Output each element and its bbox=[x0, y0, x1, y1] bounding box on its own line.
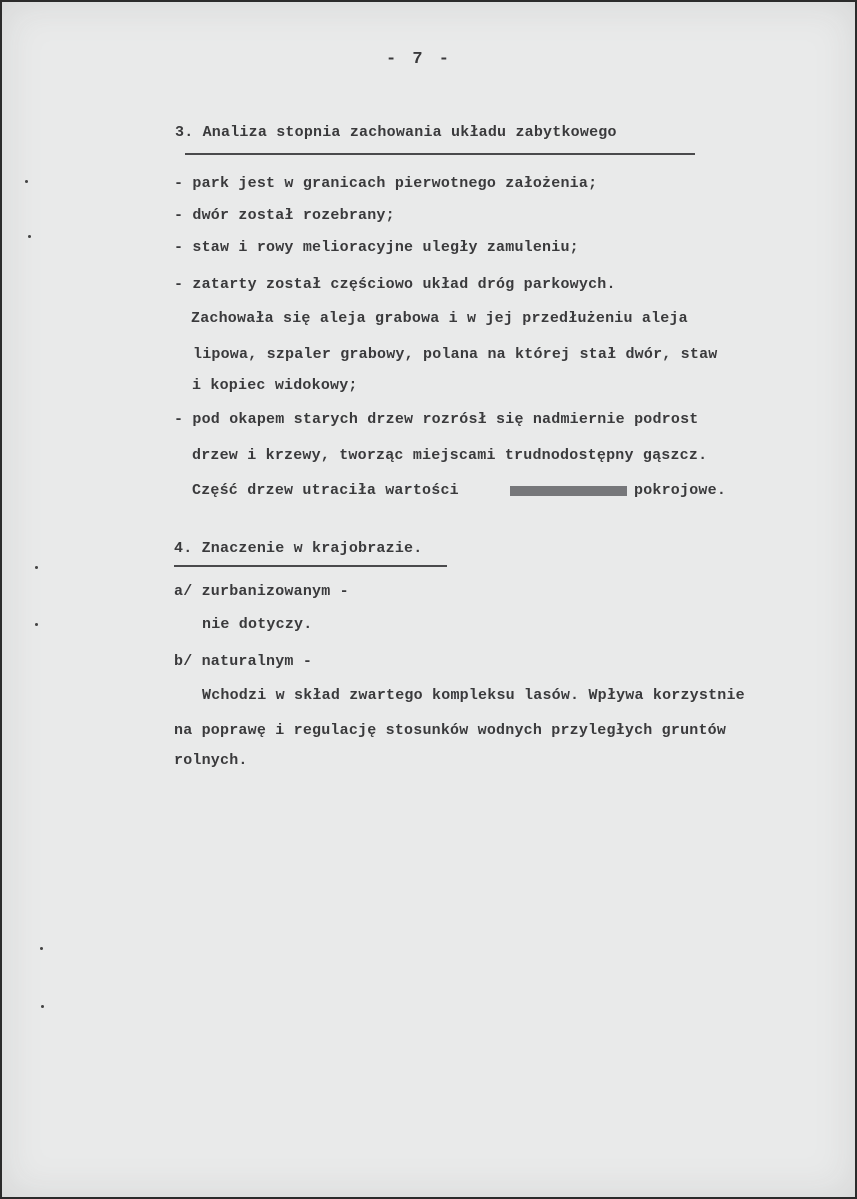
paragraph-line: na poprawę i regulację stosunków wodnych przyległych gruntów bbox=[174, 722, 727, 739]
binder-hole-mark bbox=[35, 566, 38, 569]
bullet-line: - zatarty został częściowo układ dróg parkowych. bbox=[174, 276, 616, 293]
section-3-underline bbox=[185, 153, 695, 155]
section-4-heading: 4. Znaczenie w krajobrazie. bbox=[174, 540, 423, 557]
section-3-heading: 3. Analiza stopnia zachowania układu zabytkowego bbox=[175, 124, 617, 141]
binder-hole-mark bbox=[41, 1005, 44, 1008]
bullet-line: - pod okapem starych drzew rozrósł się nadmiernie podrost bbox=[174, 411, 699, 428]
binder-hole-mark bbox=[28, 235, 31, 238]
binder-hole-mark bbox=[35, 623, 38, 626]
section-4-underline bbox=[174, 565, 447, 567]
subpoint-label: a/ zurbanizowanym - bbox=[174, 583, 349, 600]
paragraph-line: rolnych. bbox=[174, 752, 248, 769]
continuation-line: lipowa, szpaler grabowy, polana na której stał dwór, staw bbox=[193, 346, 718, 363]
continuation-line: Zachowała się aleja grabowa i w jej przedłużeniu aleja bbox=[191, 310, 688, 327]
continuation-line: i kopiec widokowy; bbox=[192, 377, 358, 394]
bullet-line: - dwór został rozebrany; bbox=[174, 207, 395, 224]
binder-hole-mark bbox=[25, 180, 28, 183]
binder-hole-mark bbox=[40, 947, 43, 950]
document-page bbox=[2, 2, 855, 1197]
continuation-line: drzew i krzewy, tworząc miejscami trudnodostępny gąszcz. bbox=[192, 447, 708, 464]
bullet-line: - staw i rowy melioracyjne uległy zamuleniu; bbox=[174, 239, 579, 256]
subpoint-label: b/ naturalnym - bbox=[174, 653, 313, 670]
continuation-line: Część drzew utraciła wartości bbox=[192, 482, 459, 499]
bullet-line: - park jest w granicach pierwotnego założenia; bbox=[174, 175, 598, 192]
subpoint-text: nie dotyczy. bbox=[202, 616, 313, 633]
page-number: - 7 - bbox=[386, 50, 453, 69]
struck-out-word bbox=[510, 486, 627, 496]
continuation-line: pokrojowe. bbox=[634, 482, 727, 499]
paragraph-line: Wchodzi w skład zwartego kompleksu lasów. Wpływa korzystnie bbox=[202, 687, 745, 704]
